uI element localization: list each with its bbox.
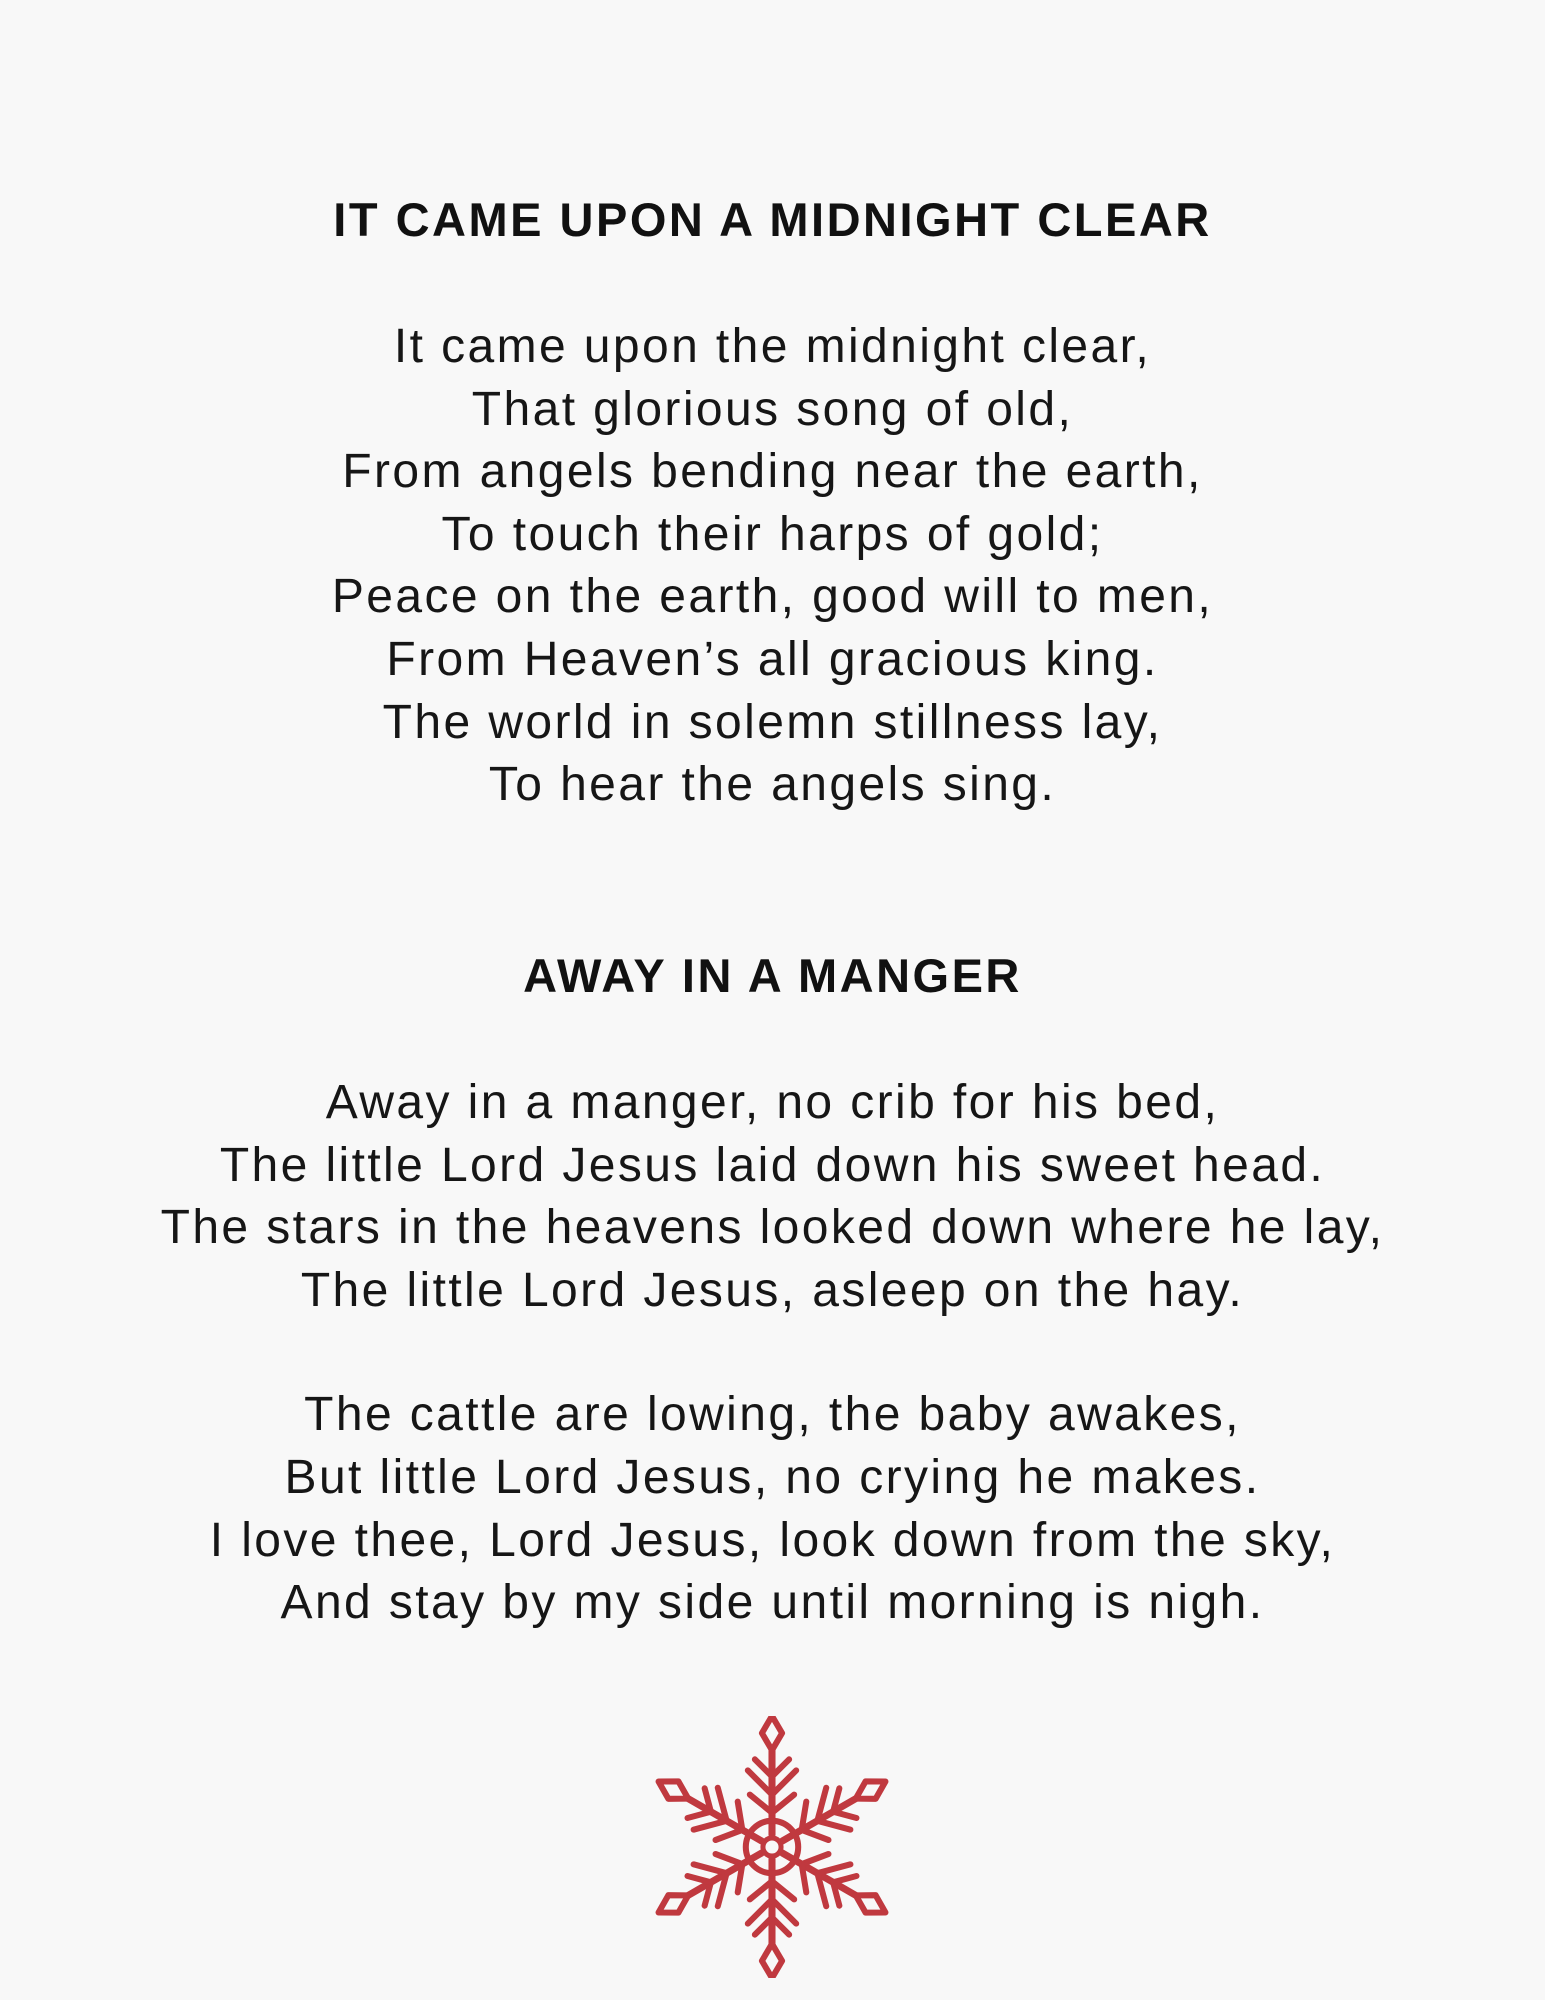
song-it-came-upon-a-midnight-clear <box>0 190 1545 817</box>
song-title: IT CAME UPON A MIDNIGHT CLEAR <box>333 193 1212 246</box>
lyric-line: The world in solemn stillness lay, <box>382 695 1163 749</box>
snowflake-arm <box>748 1716 796 1835</box>
snowflake-icon <box>641 1716 903 1978</box>
lyric-line: The stars in the heavens looked down where he lay, <box>160 1201 1385 1255</box>
lyric-line: To hear the angels sing. <box>488 758 1057 812</box>
lyric-line: The little Lord Jesus, asleep on the hay. <box>300 1263 1245 1317</box>
verse <box>0 1384 1545 1634</box>
song-away-in-a-manger <box>0 946 1545 1635</box>
lyric-line: To touch their harps of gold; <box>441 507 1104 561</box>
lyric-line: It came upon the midnight clear, <box>393 320 1152 373</box>
snowflake-arm <box>748 1859 796 1978</box>
song-title: AWAY IN A MANGER <box>523 949 1022 1002</box>
lyric-line: Peace on the earth, good will to men, <box>331 570 1214 624</box>
lyric-line: That glorious song of old, <box>471 382 1074 436</box>
lyric-line: From angels bending near the earth, <box>342 445 1203 499</box>
lyric-line: And stay by my side until morning is nigh. <box>280 1576 1265 1630</box>
verse <box>0 316 1545 817</box>
lyric-line: From Heaven’s all gracious king. <box>386 632 1159 686</box>
lyric-line: I love thee, Lord Jesus, look down from the sky, <box>209 1513 1336 1567</box>
lyric-line: But little Lord Jesus, no crying he makes. <box>284 1450 1261 1504</box>
lyric-line: The little Lord Jesus laid down his sweet head. <box>219 1138 1326 1192</box>
verse <box>0 1072 1545 1322</box>
lyric-line: Away in a manger, no crib for his bed, <box>325 1076 1220 1129</box>
lyric-line: The cattle are lowing, the baby awakes, <box>304 1388 1241 1442</box>
